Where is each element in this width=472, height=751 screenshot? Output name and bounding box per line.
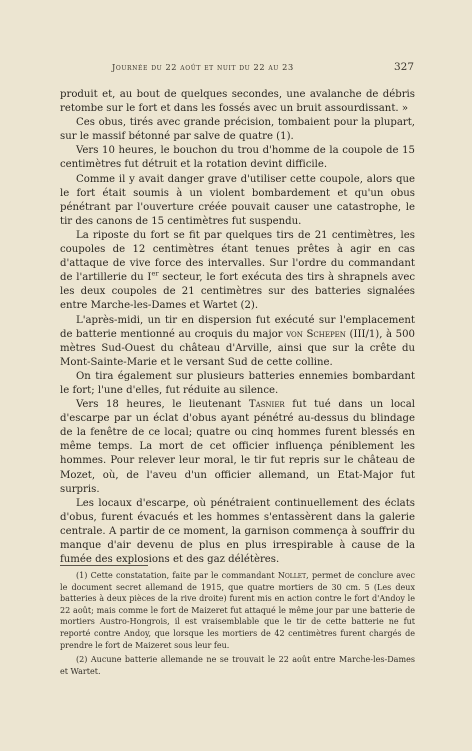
text-run: (III/1), à 500 mètres Sud-Ouest du château d'Arville, ainsi que sur la crête du Mont-Sainte-Marie et le versant Sud de cette colline. bbox=[60, 328, 415, 368]
text-run: (2) Aucune batterie allemande ne se trouvait le 22 août entre Marche-les-Dames et Wartet. bbox=[60, 655, 415, 676]
paragraph bbox=[60, 497, 415, 567]
paragraph bbox=[60, 370, 415, 398]
paragraph bbox=[60, 173, 415, 229]
text-run: Ces obus, tirés avec grande précision, tombaient pour la plupart, sur le massif bétonné par salve de quatre (1). bbox=[60, 117, 415, 143]
text-run: produit et, au bout de quelques secondes, une avalanche de débris retombe sur le fort et dans les fossés avec un bruit assourdissant. » bbox=[60, 89, 415, 115]
text-run: L'après-midi, un tir en dispersion fut exécuté sur l'emplacement de batterie mentionné au croquis du major bbox=[60, 314, 415, 340]
footnote bbox=[60, 654, 415, 677]
paragraph bbox=[60, 314, 415, 370]
text-run: (1) Cette constatation, faite par le commandant bbox=[76, 571, 278, 580]
proper-name: Nollet bbox=[277, 571, 307, 580]
text-run: On tira également sur plusieurs batteries ennemies bombardant le fort; l'une d'elles, fut réduite au silence. bbox=[60, 370, 415, 396]
paragraph bbox=[60, 88, 415, 116]
footnote-separator bbox=[60, 565, 148, 566]
body-text bbox=[60, 88, 415, 567]
text-run: Vers 10 heures, le bouchon du trou d'homme de la coupole de 15 centimètres fut détruit et la rotation devint difficile. bbox=[60, 145, 415, 171]
text-run: Vers 18 heures, le lieutenant bbox=[76, 399, 249, 411]
paragraph bbox=[60, 144, 415, 172]
text-run: Comme il y avait danger grave d'utiliser cette coupole, alors que le fort était soumis à un violent bombardement et qu'un obus pénétrant par l'ouverture créée pouvait causer une catastrophe, le tir des canons de 15 centimètres fut suspendu. bbox=[60, 173, 415, 227]
text-run: , permet de conclure avec le document secret allemand de 1915, que quatre mortiers de 30 cm. 5 (Les deux batteries à deux pièces de la rive droite) furent mis en action contre le fort d'Andoy le 22 août; mais comme le fort de Maizeret fut attaqué le même jour par une batterie de mortiers Austro-Hongrois, il est vraisemblable que le tir de cette batterie ne fut reporté contre Andoy, que lorsque les mortiers de 42 centimètres furent chargés de prendre le fort de Maizeret sous leur feu. bbox=[60, 571, 415, 650]
page-number: 327 bbox=[393, 61, 414, 73]
text-run: fut tué dans un local d'escarpe par un éclat d'obus ayant pénétré au-dessus du blindage de la fenêtre de ce local; quatre ou cinq hommes furent blessés en même temps. La mort de cet officier influença péniblement les hommes. Pour relever leur moral, le tir fut repris sur le château de Mozet, où, de l'aveu d'un officier allemand, un Etat-Major fut surpris. bbox=[60, 399, 415, 495]
text-run: La riposte du fort se fit par quelques tirs de 21 centimètres, les coupoles de 12 centimètres étant tenues prêtes à agir en cas d'attaque de vive force des intervalles. Sur l'ordre du commandant de l'artillerie du I bbox=[60, 229, 415, 284]
paragraph bbox=[60, 398, 415, 497]
footnote bbox=[60, 570, 415, 651]
superscript: er bbox=[151, 269, 159, 278]
text-run: Les locaux d'escarpe, où pénétraient continuellement des éclats d'obus, furent évacués et les hommes s'entassèrent dans la galerie centrale. A partir de ce moment, la garnison commença à souffrir du manque d'air devenu de plus en plus irrespirable à cause de la fumée des explosions et des gaz délétères. bbox=[60, 497, 415, 566]
footnotes bbox=[60, 570, 415, 677]
proper-name: von Schepen bbox=[286, 328, 346, 340]
paragraph bbox=[60, 116, 415, 144]
proper-name: Tasnier bbox=[248, 399, 285, 411]
paragraph bbox=[60, 229, 415, 314]
text-run: secteur, le fort exécuta des tirs à shrapnels avec les deux coupoles de 21 centimètres sur des batteries signalées entre Marche-les-Dames et Wartet (2). bbox=[60, 272, 415, 312]
running-head bbox=[112, 60, 414, 74]
running-head-title: Journée du 22 août et nuit du 22 au 23 bbox=[112, 62, 294, 72]
